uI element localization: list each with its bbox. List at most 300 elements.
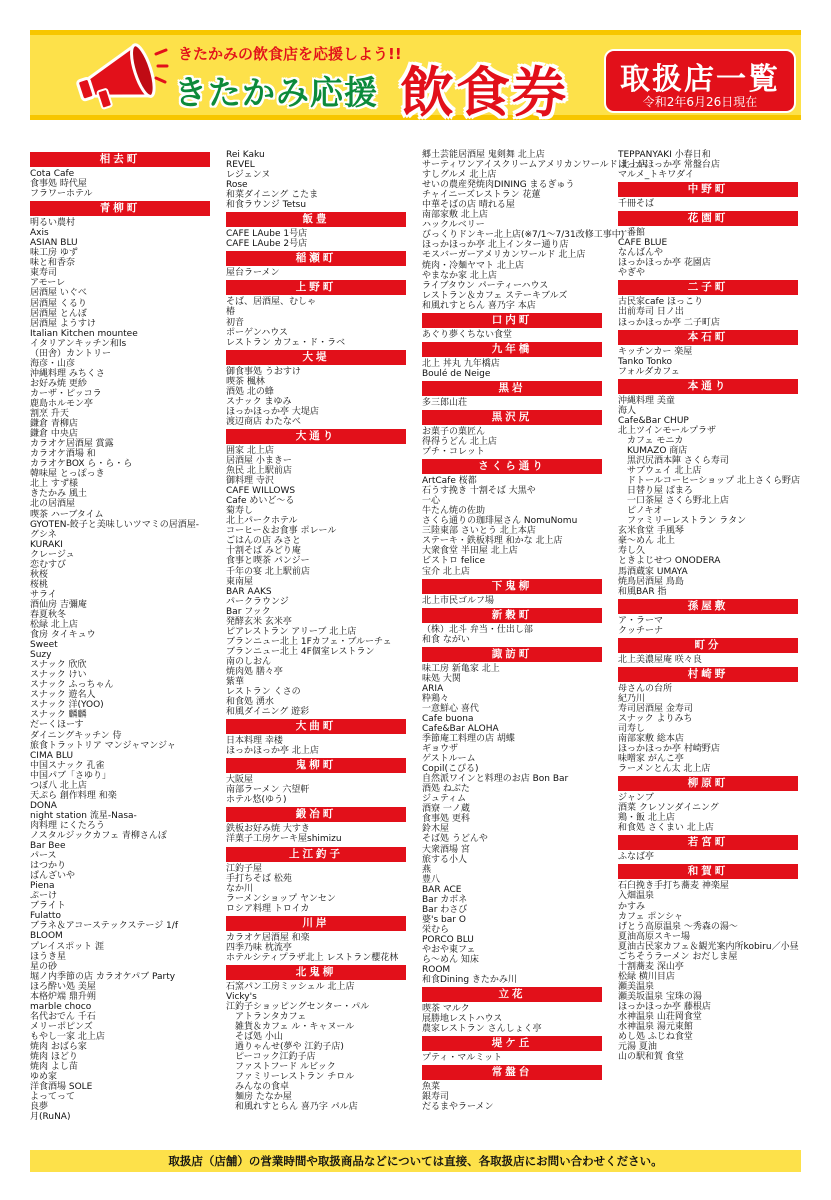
shop-name: 三陸東部 さいとう 北上本店: [422, 526, 536, 537]
shop-name: 味処 大関: [422, 673, 461, 684]
area-header: 本石町: [618, 330, 798, 345]
shop-name: レジェンヌ: [226, 170, 271, 181]
shop-name: 燕: [422, 864, 432, 875]
shop-name: ピーコック江釣子店: [226, 1052, 316, 1063]
shop-name: 牛たん焼の佐助: [422, 506, 486, 517]
shop-name: ゆめ家: [30, 1072, 58, 1083]
shop-name: 鎌倉 青柳店: [30, 419, 78, 430]
shop-name: ARIA: [422, 683, 444, 694]
shop-name: 多三郎山荘: [422, 397, 468, 408]
shop-name: 江釣子屋: [226, 863, 263, 874]
shop-name: カフェ ポンシャ: [618, 911, 684, 922]
shop-name: 寿司居酒屋 金寿司: [618, 703, 693, 714]
shop-name: ブライト: [30, 901, 66, 912]
shop-name: カラオケ居酒屋 和楽: [226, 932, 310, 943]
shop-name: ホテルシティプラザ北上 レストラン櫻花林: [226, 952, 399, 963]
shop-name: ほっかほっか亭 藤根店: [618, 1002, 711, 1012]
shop-name: 酒処 ねぶた: [422, 784, 470, 795]
shop-name: BAR AAKS: [226, 586, 272, 597]
shop-name: サーティワンアイスクリームアメリカンワールド 北上店: [422, 160, 648, 171]
shop-name: スナック けい: [30, 670, 87, 681]
area-header: 常盤台: [422, 1065, 602, 1080]
shop-name: PORCO BLU: [422, 934, 474, 945]
shop-name: 沖縄料理 美童: [618, 395, 675, 406]
shop-name: カラオケ居酒屋 賞露: [30, 439, 114, 450]
shop-name: 四季乃味 枕流亭: [226, 942, 292, 953]
area-header: 柳原町: [618, 776, 798, 791]
shop-name: Italian Kitchen mountee: [30, 328, 138, 339]
shop-name: ラーメンとん太 北上店: [618, 764, 711, 775]
shop-name: 食事処 更科: [422, 814, 470, 825]
shop-name: 南のしおん: [226, 656, 272, 667]
area-header: 上江釣子: [226, 847, 406, 862]
shop-name: 郷土芸能居酒屋 鬼剣舞 北上店: [422, 150, 545, 160]
shop-name: 大衆酒場 宮: [422, 844, 470, 855]
shop-name: 焼肉 おばら家: [30, 1041, 87, 1052]
shop-name: ほっかほっか亭 大堤店: [226, 406, 319, 417]
shop-name: 北上パークホテル: [226, 516, 298, 527]
shop-list-column-4: [618, 150, 798, 1062]
shop-name: 和食ラウンジ Tetsu: [226, 200, 307, 211]
shop-name: Bar カボネ: [422, 894, 468, 905]
shop-name: チャイニーズレストラン 花蓮: [422, 190, 541, 201]
shop-name: 御食事処 うおすけ: [226, 366, 301, 377]
shop-name: 肉料理 にくたろう: [30, 820, 105, 831]
shop-name: 北上市民ゴルフ場: [422, 595, 495, 606]
shop-name: Rose: [226, 180, 248, 191]
shop-name: 焼肉 ほどり: [30, 1052, 78, 1063]
shop-name: 和風れすとらん 喜乃字 パル店: [226, 1102, 358, 1113]
shop-name: （株）北斗 弁当・仕出し部: [422, 624, 533, 635]
shop-name: 旅食トラットリア マンジャマンジャ: [30, 740, 176, 751]
shop-name: 手打ちそば 松苑: [226, 873, 292, 884]
area-header: 立花: [422, 987, 602, 1002]
shop-name: 喫茶 楓林: [226, 376, 265, 387]
shop-name: 入畑温泉: [618, 891, 655, 902]
shop-name: 雑貨＆カフェ ル・キャヌール: [226, 1022, 355, 1033]
shop-name: なか川: [226, 883, 254, 894]
shop-name: 馬酒蔵家 UMAYA: [618, 566, 688, 577]
shop-name: ハックルベリー: [422, 220, 485, 231]
shop-name: スナック 洋(YOO): [30, 700, 104, 711]
shop-name: はつかり: [30, 861, 67, 872]
shop-name: モスバーガーアメリカンワールド 北上店: [422, 250, 586, 261]
shop-name: 玄米食堂 手風琴: [618, 526, 684, 537]
shop-name: 北上美濃屋庵 咲々良: [618, 654, 702, 665]
shop-name: 豊八: [422, 874, 441, 885]
shop-name: ごはんの店 みさと: [226, 536, 301, 547]
shop-name: なんばんや: [618, 248, 664, 259]
shop-name: 囲家 北上店: [226, 445, 274, 456]
shop-name: 北上 丼丸 九年橋店: [422, 358, 500, 369]
header-banner: [30, 30, 801, 124]
shop-name: Cafe&Bar ALOHA: [422, 723, 499, 734]
shop-name: 出前寿司 日ノ出: [618, 307, 684, 318]
shop-name: ファストフード ルビック: [226, 1062, 336, 1073]
area-header: 鍛冶町: [226, 807, 406, 822]
shop-name: スナック 欣欣: [30, 660, 87, 671]
shop-name: 山の駅和賀 食堂: [618, 1052, 684, 1063]
shop-name: CIMA BLU: [30, 750, 74, 761]
shop-name: つぼ八 北上店: [30, 780, 87, 791]
shop-name: 渡辺商店 わたなべ: [226, 416, 301, 427]
shop-name: Rei Kaku: [226, 150, 265, 160]
shop-name: 北上 すず様: [30, 479, 78, 490]
shop-name: Cota Cafe: [30, 169, 75, 179]
shop-name: 宝介 北上店: [422, 566, 470, 577]
shop-name: 海彦・山彦: [30, 358, 76, 369]
shop-name: 居酒屋 小まきー: [226, 455, 292, 466]
shop-name: げとう高原温泉 ～秀森の湯～: [618, 921, 738, 932]
shop-name: せいの農産発焼肉DINING まるぎゅう: [422, 180, 575, 191]
shop-name: ジュティム: [422, 794, 467, 805]
shop-name: サライ: [30, 589, 57, 600]
shop-name: 母さんの台所: [618, 683, 673, 694]
shop-name: 沖縄料理 みちくさ: [30, 368, 105, 379]
shop-name: パース: [30, 851, 57, 862]
shop-name: 十割そば みどり庵: [226, 546, 301, 557]
shop-name: 割烹 升天: [30, 409, 69, 420]
area-header: 村崎野: [618, 667, 798, 682]
shop-name: 居酒屋 ようすけ: [30, 318, 96, 329]
shop-name: night station 流星-Nasa-: [30, 810, 137, 821]
area-header: 黒岩: [422, 381, 602, 396]
shop-name: フォルダカフェ: [618, 366, 680, 377]
area-header: 下鬼柳: [422, 579, 602, 594]
shop-name: 日替り屋 ぱまろ: [618, 486, 693, 497]
shop-name: 古民家cafe ほっこり: [618, 297, 704, 308]
shop-name: 和風ダイニング 遊彩: [226, 707, 310, 718]
shop-name: 旅する小人: [422, 854, 468, 865]
shop-name: スナック よりみち: [618, 713, 693, 724]
shop-name: ほっかほっか亭 村崎野店: [618, 744, 720, 755]
area-header: 若宮町: [618, 835, 798, 850]
shop-name: Copil(こぴる): [422, 764, 479, 775]
shop-name: めし処 ふじね食堂: [618, 1032, 693, 1043]
shop-name: ギョウザ: [422, 744, 459, 755]
shop-name: TEPPANYAKI 小春日和: [618, 150, 711, 160]
shop-name: 星の砂: [30, 961, 58, 972]
shop-name: 鉄板お好み焼 大すき: [226, 824, 310, 835]
shop-name: アトランタカフェ: [226, 1012, 307, 1023]
voucher-name: 飲食券: [400, 61, 568, 124]
shop-name: 発酵玄米 玄米亭: [226, 616, 292, 627]
shop-name: Bar フック: [226, 606, 271, 617]
shop-name: 展勝地レストハウス: [422, 1014, 503, 1025]
shop-name: あぐり夢くちない食堂: [422, 329, 513, 340]
shop-name: やぎや: [618, 268, 646, 279]
shop-name: 味噌家 がんこ亭: [618, 754, 684, 765]
shop-name: プレイスポット 涯: [30, 941, 104, 952]
area-header: 大堤: [226, 350, 406, 365]
shop-name: そば、居酒屋、むしゃ: [226, 297, 317, 308]
shop-name: プチ・コレット: [422, 447, 485, 458]
shop-name: 月(RuNA): [30, 1112, 71, 1123]
shop-name: そば処 うどんや: [422, 834, 488, 845]
area-header: 花園町: [618, 211, 798, 226]
shop-name: ときよじせつ ONODERA: [618, 556, 721, 567]
shop-name: 大阪屋: [226, 775, 254, 786]
shop-name: 食事と喫茶 パンジー: [226, 556, 310, 567]
shop-name: クレージュ: [30, 549, 75, 560]
shop-name: 御料理 寺沢: [226, 476, 274, 487]
shop-name: Bar Bee: [30, 841, 66, 852]
shop-name: Bar わさび: [422, 904, 468, 915]
shop-name: 婆's bar O: [422, 914, 466, 925]
shop-name: 一口茶屋 さくら野北上店: [618, 496, 729, 507]
shop-name: Sweet: [30, 640, 58, 651]
shop-name: ブランニュー北上 4F個室レストラン: [226, 646, 375, 657]
shop-name: 瀬美温泉: [618, 981, 655, 992]
shop-name: 酒菜 クレソンダイニング: [618, 803, 719, 814]
shop-name: 焼肉 よし苗: [30, 1062, 78, 1073]
as-of-date: 令和2年6月26日現在: [642, 95, 758, 109]
megaphone-icon: [72, 46, 168, 110]
shop-name: 喫茶 ハーブタイム: [30, 509, 104, 520]
shop-name: 大衆食堂 半田屋 北上店: [422, 546, 518, 557]
shop-name: 紫華: [226, 677, 245, 688]
shop-name: スナック ふっちゃん: [30, 680, 114, 691]
shop-name: 本格炉端 鼎升朔: [30, 991, 96, 1002]
shop-name: 焼鳥居酒屋 鳥島: [618, 576, 684, 587]
shop-name: ら～めん 知床: [422, 955, 479, 966]
shop-name: 十割蕎麦 深山亭: [618, 961, 684, 972]
shop-name: 中国パブ「さゆり」: [30, 770, 112, 781]
shop-name: 魚菜: [422, 1082, 441, 1093]
shop-name: サブウェイ 北上店: [618, 466, 702, 477]
shop-name: 洋菓子工房ケーキ屋shimizu: [226, 834, 342, 845]
shop-name: CAFE WILLOWS: [226, 486, 296, 497]
shop-name: ほっかほっか亭 北上店: [226, 746, 319, 757]
shop-name: すしグルメ 北上店: [422, 170, 497, 181]
shop-name: ごちそうラーメン おだしま屋: [618, 951, 738, 962]
shop-name: レストラン カフェ・ド・ラベ: [226, 337, 346, 348]
shop-name: お菓子の菓匠ん: [422, 426, 486, 437]
shop-name: ノスタルジックカフェ 青柳さんぽ: [30, 831, 167, 841]
shop-name: そば処 小山: [226, 1032, 283, 1043]
shop-name: ブラネ＆アコーステックステージ 1/f: [30, 921, 178, 932]
area-header: 口内町: [422, 313, 602, 328]
shop-name: ゲストルーム: [422, 754, 476, 765]
area-header: 大通り: [226, 429, 406, 444]
shop-name: ASIAN BLU: [30, 238, 78, 249]
shop-name: 石うす挽き 十割そば 大黒や: [422, 486, 536, 497]
shop-name: 石窯パン工房ミッシェル 北上店: [226, 981, 355, 992]
list-title-box: [604, 49, 796, 113]
shop-name: Axis: [30, 228, 49, 239]
area-header: 九年橋: [422, 342, 602, 357]
shop-name: Cafe&Bar CHUP: [618, 415, 689, 426]
shop-name: 元湯 夏油: [618, 1042, 657, 1053]
shop-name: 中国スナック 孔雀: [30, 760, 105, 771]
area-header: 新穀町: [422, 608, 602, 623]
shop-name: ビストロ felice: [422, 556, 486, 567]
shop-name: フラワーホテル: [30, 189, 93, 200]
shop-name: 鎌倉 中央店: [30, 429, 78, 440]
shop-name: ほっかほっか亭 常盤台店: [618, 160, 720, 171]
shop-name: ぷーけ: [30, 891, 58, 902]
shop-name: 酒寮 一ノ蔵: [422, 804, 470, 815]
shop-name: 南部家敷 北上店: [422, 210, 488, 221]
area-header: 稲瀬町: [226, 251, 406, 266]
shop-name: 千冊そば: [618, 199, 655, 210]
shop-name: 屋台ラーメン: [226, 268, 280, 279]
shop-name: 千年の宴 北上駅前店: [226, 566, 310, 577]
shop-name: ロシア料理 トロイカ: [226, 903, 310, 914]
shop-name: 栄むら: [422, 924, 450, 935]
area-header: 黒沢尻: [422, 410, 602, 425]
shop-name: 和菜ダイニング こたま: [226, 190, 319, 201]
area-header: 大曲町: [226, 719, 406, 734]
shop-name: ArtCafe 桜都: [422, 476, 477, 487]
shop-name: ピノキオ: [618, 506, 663, 517]
shop-name: カフェ モニカ: [618, 435, 684, 446]
shop-name: きたかみ 風土: [30, 489, 87, 500]
area-header: 鬼柳町: [226, 758, 406, 773]
shop-name: 焼肉・冷麺ヤマト 北上店: [422, 260, 524, 271]
shop-name: CAFE LAube 1号店: [226, 229, 308, 240]
shop-name: 名代おでん 千石: [30, 1011, 96, 1022]
shop-name: みんなの食卓: [226, 1082, 290, 1093]
shop-name: もやし一家 北上店: [30, 1031, 105, 1042]
shop-name: 南部ラーメン 六望軒: [226, 785, 310, 796]
shop-name: レストラン くさの: [226, 687, 301, 698]
shop-name: ドトールコーヒーショップ 北上さくら野店: [618, 476, 800, 487]
shop-name: 紀乃川: [618, 693, 646, 704]
shop-name: Piena: [30, 881, 55, 892]
shop-name: 食事処 時代屋: [30, 179, 87, 190]
shop-name: 東南屋: [226, 576, 254, 587]
shop-name: 南部家敷 総本店: [618, 734, 684, 745]
shop-name: 魚民 北上駅前店: [226, 466, 292, 477]
shop-name: Boulé de Neige: [422, 368, 491, 379]
shop-name: びっくりドンキー北上店(※7/1～7/31改修工事中): [422, 230, 625, 241]
shop-name: BLOOM: [30, 931, 63, 942]
area-header: 町分: [618, 638, 798, 653]
shop-name: 酒処 北の蜂: [226, 386, 274, 397]
shop-name: 海人: [618, 405, 637, 416]
campaign-name: きたかみ応援: [174, 73, 378, 112]
shop-list-column-2: [226, 150, 406, 1113]
area-header: 本通り: [618, 379, 798, 394]
shop-name: 居酒屋 いぐべ: [30, 288, 87, 299]
shop-name: 粋鶏々: [422, 693, 450, 704]
shop-name: ブランニュー北上 1Fカフェ・ブルーチェ: [226, 636, 392, 647]
shop-name: 夏油高原スキー場: [618, 931, 691, 942]
shop-name: CAFE BLUE: [618, 238, 668, 249]
shop-name: ぱんざいや: [30, 871, 76, 882]
shop-name: （田舎）カントリー: [30, 348, 112, 359]
shop-name: ポーゲンハウス: [226, 327, 288, 338]
shop-name: だるまやラーメン: [422, 1102, 494, 1113]
shop-name: 椿: [226, 307, 236, 318]
shop-name: 瀬美坂温泉 宝珠の湯: [618, 991, 702, 1002]
shop-name: 和風れすとらん 喜乃字 本店: [422, 300, 536, 311]
shop-name: 江釣子ショッピングセンター・パル: [226, 1002, 370, 1012]
shop-name: KUMAZO 商店: [618, 445, 688, 456]
shop-name: ファミリーレストラン ラタン: [618, 516, 747, 527]
shop-name: 喫茶 マルク: [422, 1004, 470, 1015]
shop-name: KURAKI: [30, 539, 63, 550]
shop-name: アモーレ: [30, 278, 66, 289]
shop-name: ジャンブ: [618, 793, 654, 804]
shop-name: REVEL: [226, 160, 255, 171]
shop-name: キッチンカー 楽屋: [618, 346, 693, 357]
shop-name: 鈴木屋: [422, 824, 450, 835]
shop-name: 自然派ワインと料理のお店 Bon Bar: [422, 774, 569, 785]
shop-name: 水神温泉 山荘岡食堂: [618, 1012, 702, 1023]
shop-name: 堀ノ内季節の店 カラオケパブ Party: [30, 971, 176, 982]
shop-name: メリーポピンズ: [30, 1021, 93, 1032]
shop-name: ア・ラーマ: [618, 615, 664, 626]
shop-name: marble choco: [30, 1001, 92, 1012]
shop-name: 東寿司: [30, 268, 58, 279]
shop-name: レストラン＆カフェ ステーキブルズ: [422, 290, 568, 301]
shop-name: ライブタウン パーティーハウス: [422, 280, 549, 291]
shop-name: 司寿し: [618, 723, 646, 734]
shop-list-column-1: [30, 150, 210, 1122]
shop-name: カラオケBOX ら・ら・ら: [30, 459, 133, 470]
shop-name: コーヒー＆お食事 ポレール: [226, 526, 337, 537]
shop-name: Tanko Tonko: [618, 356, 673, 367]
shop-name: 食房 タイキュウ: [30, 630, 96, 641]
shop-name: スナック 遊名人: [30, 690, 96, 701]
shop-name: 洋食酒場 SOLE: [30, 1082, 93, 1093]
shop-name: GYOTEN-餃子と美味しいツマミの居酒屋-: [30, 519, 200, 530]
shop-name: 水神温泉 湯元東館: [618, 1022, 693, 1033]
shop-name: 和食処 湧水: [226, 697, 274, 708]
shop-name: 和食 ながい: [422, 634, 470, 645]
shop-name: ほろ酔い処 美屋: [30, 981, 96, 992]
shop-name: 北の居酒屋: [30, 499, 76, 510]
shop-name: 味工房 ゆず: [30, 248, 78, 259]
shop-name: やおや東フェ: [422, 945, 476, 955]
shop-name: ほっかほっか亭 北上インター通り店: [422, 240, 569, 251]
shop-name: 菊寿し: [226, 506, 254, 517]
shop-name: 夏油古民家カフェ＆観光案内所kobiru／小昼: [618, 941, 799, 952]
area-header: 川岸: [226, 916, 406, 931]
shop-name: 鹿島ホルモン亭: [30, 398, 94, 409]
shop-name: パークラウンジ: [226, 596, 289, 607]
shop-name: スナック まゆみ: [226, 396, 292, 407]
shop-name: ピアレストラン アリーブ 北上店: [226, 626, 357, 637]
area-header: 諏訪町: [422, 647, 602, 662]
shop-name: 松緑 北上店: [30, 620, 78, 631]
shop-name: 桜桃: [30, 579, 49, 590]
area-header: 中野町: [618, 182, 798, 197]
area-header: 飯豊: [226, 212, 406, 227]
shop-name: Cafe めいど～る: [226, 496, 295, 507]
shop-name: クッチーナ: [618, 625, 664, 636]
shop-name: 焼肉処 膳々亭: [226, 666, 283, 677]
shop-name: 松緑 横川目店: [618, 971, 675, 982]
shop-name: ステーキ・鉄板料理 和かな 北上店: [422, 536, 563, 547]
shop-name: 黒沢尻酒本陣 さくら寿司: [618, 455, 729, 466]
shop-name: ラーメンショップ ヤンセン: [226, 893, 336, 904]
shop-name: 居酒屋 くるり: [30, 298, 87, 309]
shop-name: 農家レストラン さんしょく亭: [422, 1024, 542, 1035]
shop-name: ふなば亭: [618, 852, 655, 863]
shop-name: ほっかほっか亭 二子町店: [618, 317, 720, 328]
shop-name: 石臼挽き手打ち蕎麦 神楽屋: [618, 881, 729, 892]
area-header: 相去町: [30, 152, 210, 167]
shop-name: 居酒屋 とんぼ: [30, 308, 87, 319]
area-header: 上野町: [226, 280, 406, 295]
shop-name: だーくほーす: [30, 720, 84, 731]
shop-name: 味と和香奈: [30, 258, 76, 269]
shop-name: 春夏秋冬: [30, 609, 67, 620]
shop-name: 寿し久: [618, 546, 646, 557]
